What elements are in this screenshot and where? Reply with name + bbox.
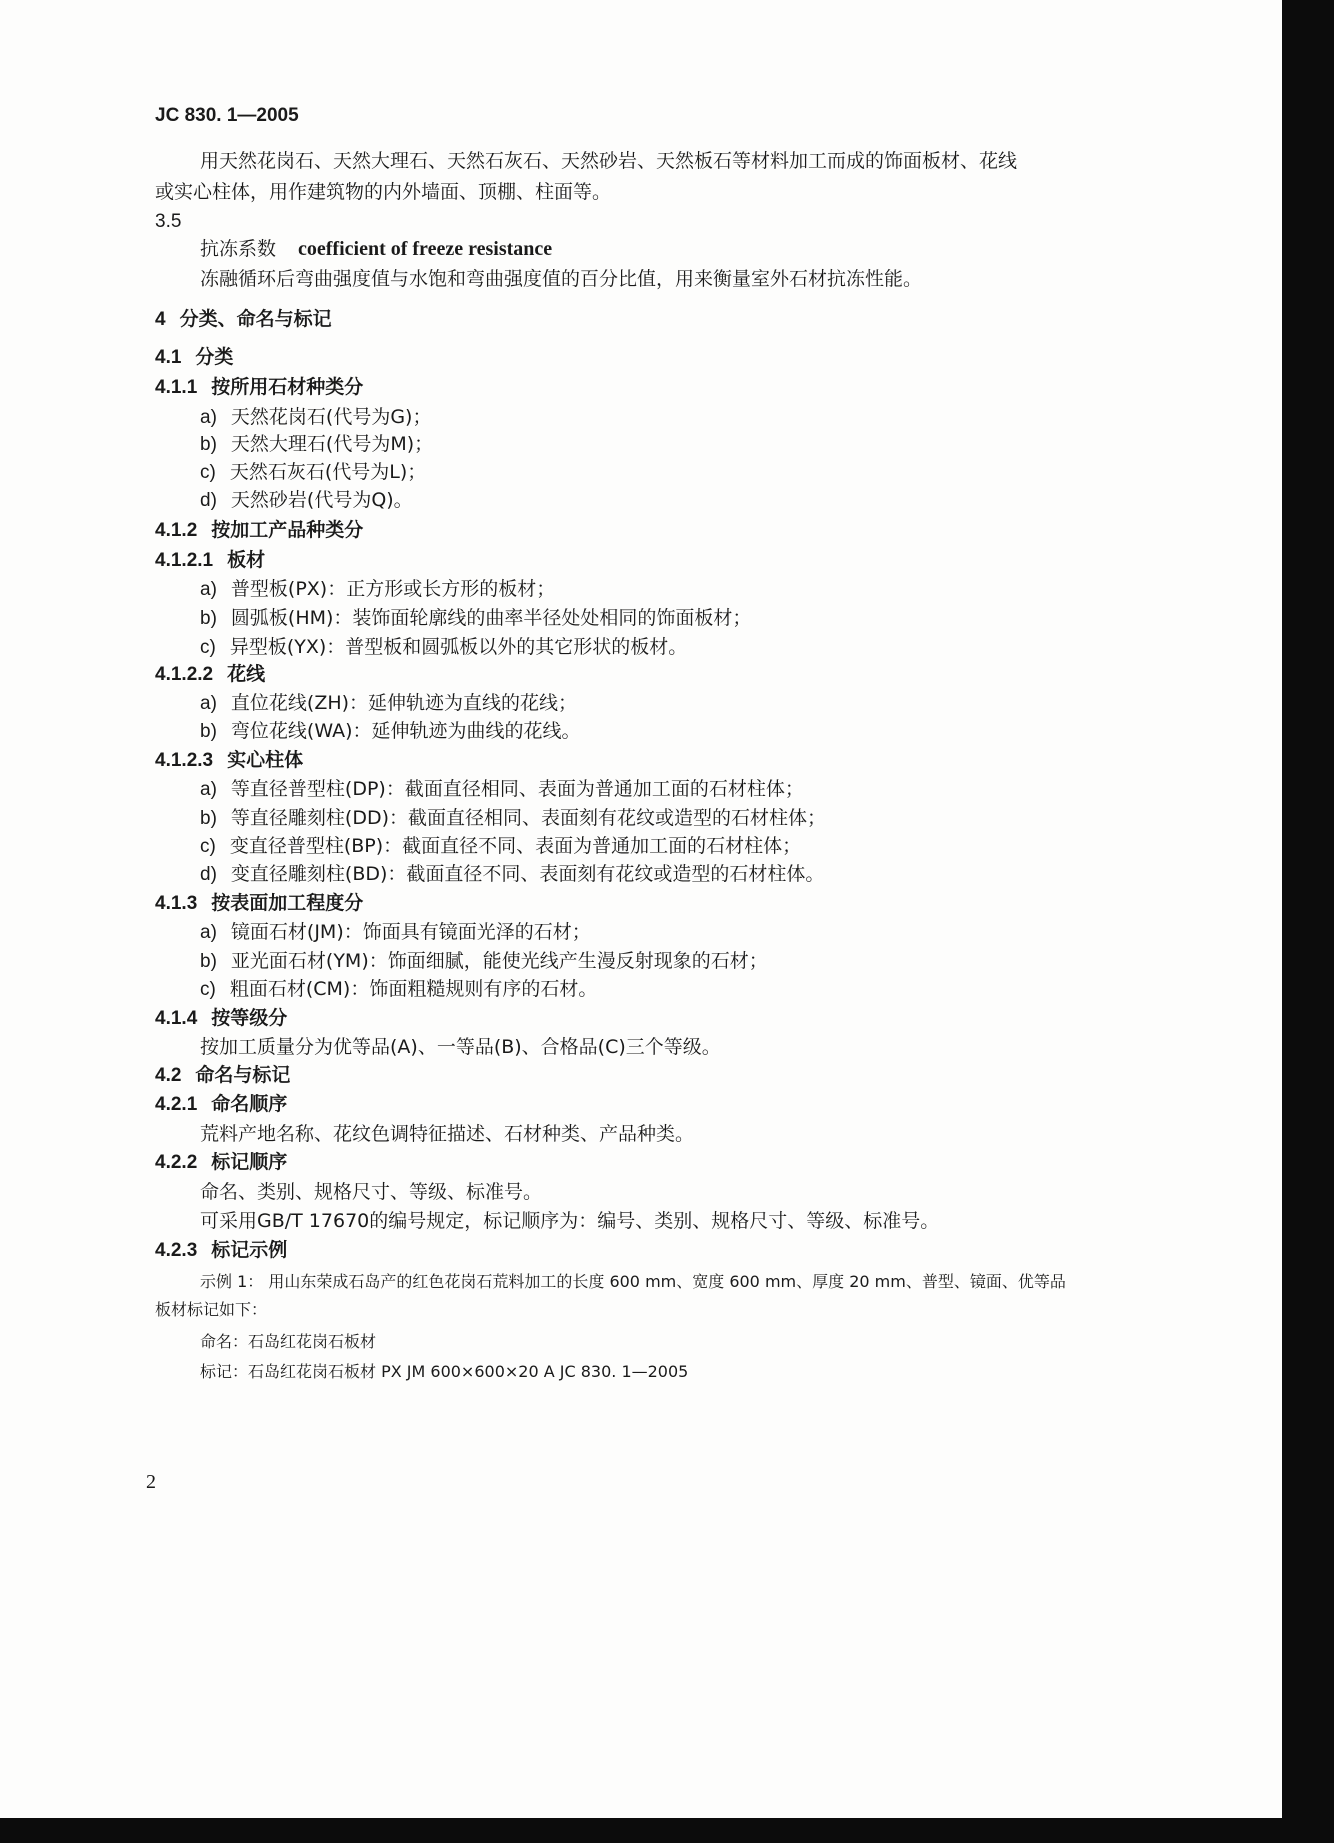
section-4-1-1-heading: 4.1.1 按所用石材种类分: [155, 376, 364, 398]
clause-3-5-definition: 冻融循环后弯曲强度值与水饱和弯曲强度值的百分比值，用来衡量室外石材抗冻性能。: [200, 268, 923, 290]
clause-3-5-number: 3.5: [155, 211, 182, 232]
paragraph-3-4-line1: 用天然花岗石、天然大理石、天然石灰石、天然砂岩、天然板石等材料加工而成的饰面板材、花线: [200, 150, 1018, 172]
list-item: a) 普型板(PX)：正方形或长方形的板材；: [200, 578, 556, 600]
section-4-1-2-2-heading: 4.1.2.2 花线: [155, 663, 266, 685]
example-line2: 板材标记如下：: [155, 1300, 268, 1319]
list-item: b) 等直径雕刻柱(DD)：截面直径相同、表面刻有花纹或造型的石材柱体；: [200, 807, 826, 829]
section-4-1-2-heading: 4.1.2 按加工产品种类分: [155, 519, 364, 541]
doc-code-header: JC 830. 1—2005: [155, 105, 299, 126]
section-4-2-1-text: 荒料产地名称、花纹色调特征描述、石材种类、产品种类。: [200, 1123, 695, 1145]
list-item: b) 圆弧板(HM)：装饰面轮廓线的曲率半径处处相同的饰面板材；: [200, 607, 752, 629]
clause-3-5-term: [200, 237, 552, 261]
list-item: a) 直位花线(ZH)：延伸轨迹为直线的花线；: [200, 692, 578, 714]
section-4-1-2-1-heading: 4.1.2.1 板材: [155, 549, 266, 571]
section-4-2-3-heading: 4.2.3 标记示例: [155, 1239, 288, 1261]
section-4-2-2-text2: 可采用GB/T 17670的编号规定，标记顺序为：编号、类别、规格尺寸、等级、标准号。: [200, 1210, 940, 1232]
paragraph-3-4-line2: 或实心柱体，用作建筑物的内外墙面、顶棚、柱面等。: [155, 181, 612, 203]
section-4-2-2-text1: 命名、类别、规格尺寸、等级、标准号。: [200, 1181, 543, 1203]
page-number: 2: [146, 1471, 156, 1493]
list-item: c) 异型板(YX)：普型板和圆弧板以外的其它形状的板材。: [200, 636, 688, 658]
example-line1: 示例 1： 用山东荣成石岛产的红色花岗石荒料加工的长度 600 mm、宽度 600 mm、厚度 20 mm、普型、镜面、优等品: [200, 1272, 1066, 1291]
section-4-1-3-heading: 4.1.3 按表面加工程度分: [155, 892, 364, 914]
list-item: b) 弯位花线(WA)：延伸轨迹为曲线的花线。: [200, 720, 581, 742]
list-item: b) 天然大理石(代号为M)；: [200, 433, 434, 455]
example-marking: 标记：石岛红花岗石板材 PX JM 600×600×20 A JC 830. 1—2005: [200, 1362, 689, 1381]
section-4-2-heading: 4.2 命名与标记: [155, 1064, 291, 1086]
list-item: c) 变直径普型柱(BP)：截面直径不同、表面为普通加工面的石材柱体；: [200, 835, 802, 857]
section-4-2-1-heading: 4.2.1 命名顺序: [155, 1093, 288, 1115]
section-4-2-2-heading: 4.2.2 标记顺序: [155, 1151, 288, 1173]
list-item: d) 变直径雕刻柱(BD)：截面直径不同、表面刻有花纹或造型的石材柱体。: [200, 863, 825, 885]
list-item: a) 镜面石材(JM)：饰面具有镜面光泽的石材；: [200, 921, 591, 943]
scan-border-right: [1282, 0, 1334, 1843]
list-item: c) 天然石灰石(代号为L)；: [200, 461, 427, 483]
list-item: c) 粗面石材(CM)：饰面粗糙规则有序的石材。: [200, 978, 598, 1000]
example-naming: 命名：石岛红花岗石板材: [200, 1332, 377, 1351]
term-zh: 抗冻系数: [200, 238, 277, 260]
section-4-1-2-3-heading: 4.1.2.3 实心柱体: [155, 749, 304, 771]
term-en: coefficient of freeze resistance: [298, 238, 553, 260]
scan-border-bottom: [0, 1818, 1334, 1843]
list-item: a) 等直径普型柱(DP)：截面直径相同、表面为普通加工面的石材柱体；: [200, 778, 804, 800]
section-4-1-4-heading: 4.1.4 按等级分: [155, 1007, 288, 1029]
list-item: d) 天然砂岩(代号为Q)。: [200, 489, 413, 511]
list-item: b) 亚光面石材(YM)：饰面细腻，能使光线产生漫反射现象的石材；: [200, 950, 768, 972]
section-4-1-heading: 4.1 分类: [155, 346, 234, 368]
list-item: a) 天然花岗石(代号为G)；: [200, 406, 432, 428]
section-4-1-4-text: 按加工质量分为优等品(A)、一等品(B)、合格品(C)三个等级。: [200, 1036, 721, 1058]
section-4-heading: 4 分类、命名与标记: [155, 308, 332, 330]
